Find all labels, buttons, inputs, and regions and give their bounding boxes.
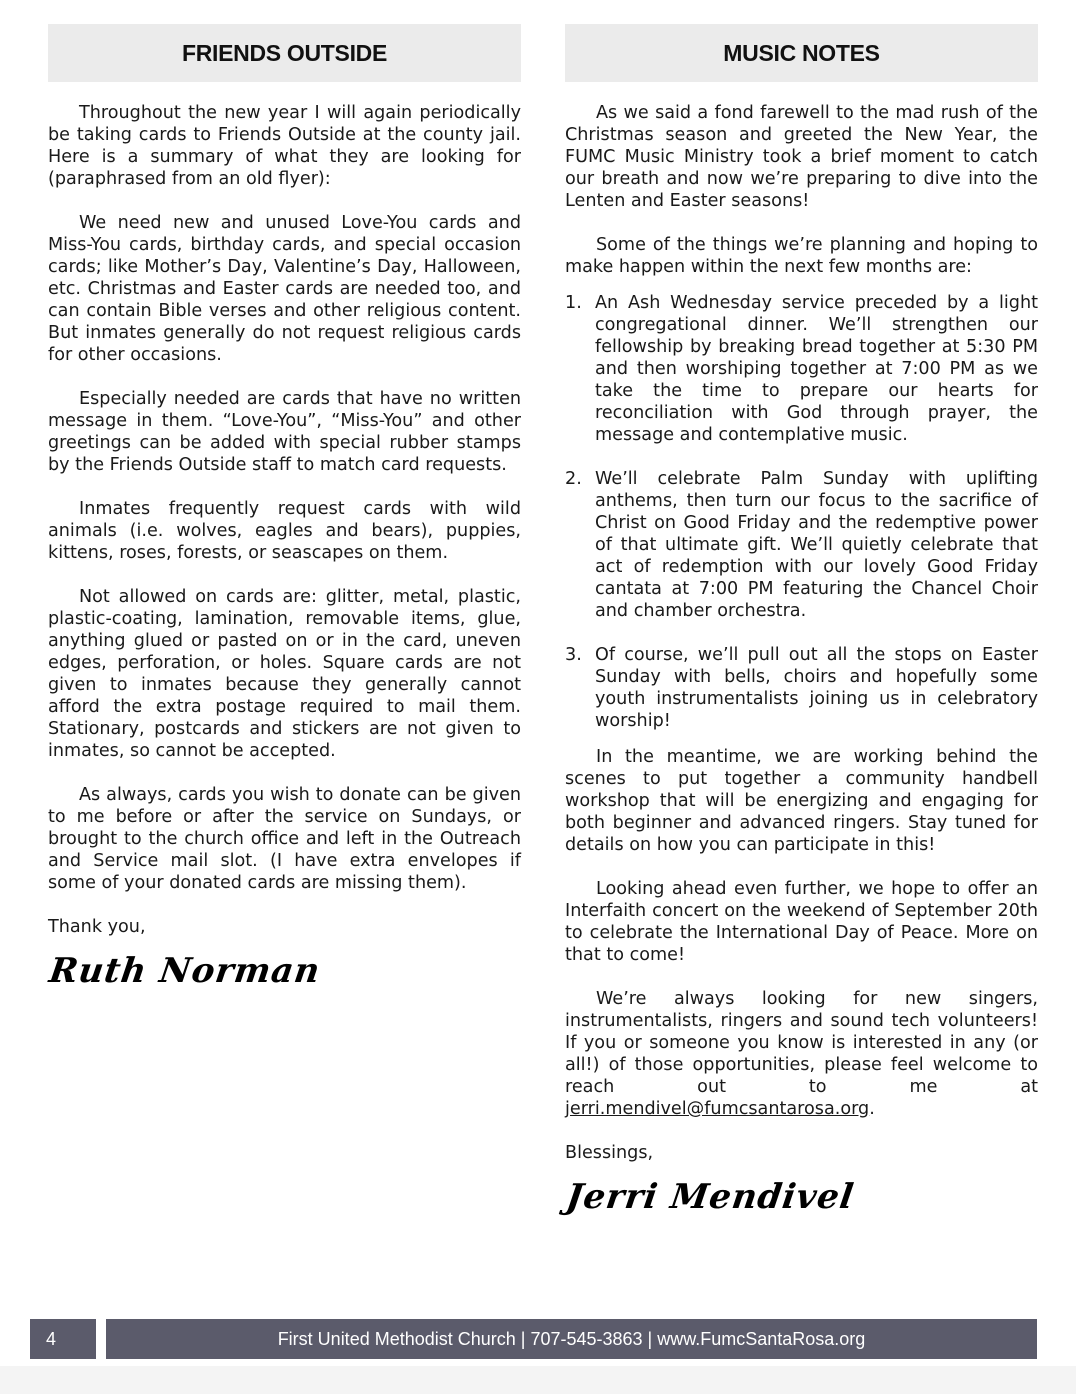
closing: Blessings,: [565, 1143, 654, 1163]
list-text: Of course, we’ll pull out all the stops on Easter Sunday with bells, choirs and hopefully some youth instrumentalists joining us in celebratory worship!: [595, 645, 1038, 731]
music-notes-heading: MUSIC NOTES: [565, 24, 1038, 82]
list-text: We’ll celebrate Palm Sunday with uplifting anthems, then turn our focus to the sacrifice of Christ on Good Friday and the redemptive power of that ultimate gift. We’ll quietly celebrate that act of redemption with our lovely Good Friday cantata at 7:00 PM featuring the Chancel Choir and chamber orchestra.: [595, 469, 1038, 621]
list-item: [565, 292, 1038, 446]
footer-contact-bar: First United Methodist Church | 707-545-3863 | www.FumcSantaRosa.org: [106, 1319, 1037, 1359]
paragraph: Throughout the new year I will again periodically be taking cards to Friends Outside at the county jail. Here is a summary of what they are looking for (paraphrased from an old flyer):: [48, 103, 521, 189]
signature-jerri-mendivel: Jerri Mendivel: [563, 1177, 857, 1217]
paragraph: Looking ahead even further, we hope to offer an Interfaith concert on the weekend of September 20th to celebrate the International Day of Peace. More on that to come!: [565, 879, 1038, 965]
paragraph-text: We’re always looking for new singers, instrumentalists, ringers and sound tech volunteers! If you or someone you know is interested in any (or all!) of those opportunities, please feel welcome to reach out to me at: [565, 989, 1038, 1097]
friends-outside-column: [46, 24, 521, 991]
list-number: 2.: [565, 469, 582, 489]
list-number: 3.: [565, 645, 582, 665]
page-bottom-strip: [0, 1366, 1076, 1394]
paragraph: Some of the things we’re planning and hoping to make happen within the next few months are:: [565, 235, 1038, 277]
list-number: 1.: [565, 293, 582, 313]
plans-list: [565, 292, 1038, 732]
paragraph: [565, 988, 1038, 1120]
paragraph: Especially needed are cards that have no written message in them. “Love-You”, “Miss-You” and other greetings can be added with special rubber stamps by the Friends Outside staff to match card requests.: [48, 389, 521, 475]
paragraph: In the meantime, we are working behind the scenes to put together a community handbell workshop that will be energizing and engaging for both beginner and advanced ringers. Stay tuned for details on how you can participate in this!: [565, 747, 1038, 855]
friends-outside-body: [46, 102, 521, 991]
paragraph: Inmates frequently request cards with wild animals (i.e. wolves, eagles and bears), puppies, kittens, roses, forests, or seascapes on them.: [48, 499, 521, 563]
list-text: An Ash Wednesday service preceded by a light congregational dinner. We’ll strengthen our fellowship by breaking bread together at 5:30 PM and then worshiping together at 7:00 PM as we take the time to prepare our hearts for reconciliation with God through prayer, the message and contemplative music.: [595, 293, 1038, 445]
list-item: [565, 644, 1038, 732]
music-notes-body: [563, 102, 1038, 1217]
signature-ruth-norman: Ruth Norman: [46, 951, 323, 991]
paragraph: We need new and unused Love-You cards and Miss-You cards, birthday cards, and special occasion cards; like Mother’s Day, Valentine’s Day, Halloween, etc. Christmas and Easter cards are needed too, and can contain Bible verses and other religious content. But inmates generally do not request religious cards for other occasions.: [48, 213, 521, 365]
list-item: [565, 468, 1038, 622]
music-notes-column: [563, 24, 1038, 1217]
email-link[interactable]: jerri.mendivel@fumcsantarosa.org: [565, 1099, 870, 1119]
paragraph-end: .: [869, 1099, 875, 1119]
friends-outside-heading: FRIENDS OUTSIDE: [48, 24, 521, 82]
paragraph: As we said a fond farewell to the mad rush of the Christmas season and greeted the New Year, the FUMC Music Ministry took a brief moment to catch our breath and now we’re preparing to dive into the Lenten and Easter seasons!: [565, 103, 1038, 211]
closing: Thank you,: [48, 917, 146, 937]
paragraph: Not allowed on cards are: glitter, metal, plastic, plastic-coating, lamination, removable items, glue, anything glued or pasted on or in the card, uneven edges, perforation, or holes. Square cards are not given to inmates because they generally cannot afford the extra postage required to mail them. Stationary, postcards and stickers are not given to inmates, so cannot be accepted.: [48, 587, 521, 761]
page-number: 4: [30, 1319, 96, 1359]
paragraph: As always, cards you wish to donate can be given to me before or after the service on Sundays, or brought to the church office and left in the Outreach and Service mail slot. (I have extra envelopes if some of your donated cards are missing them).: [48, 785, 521, 893]
